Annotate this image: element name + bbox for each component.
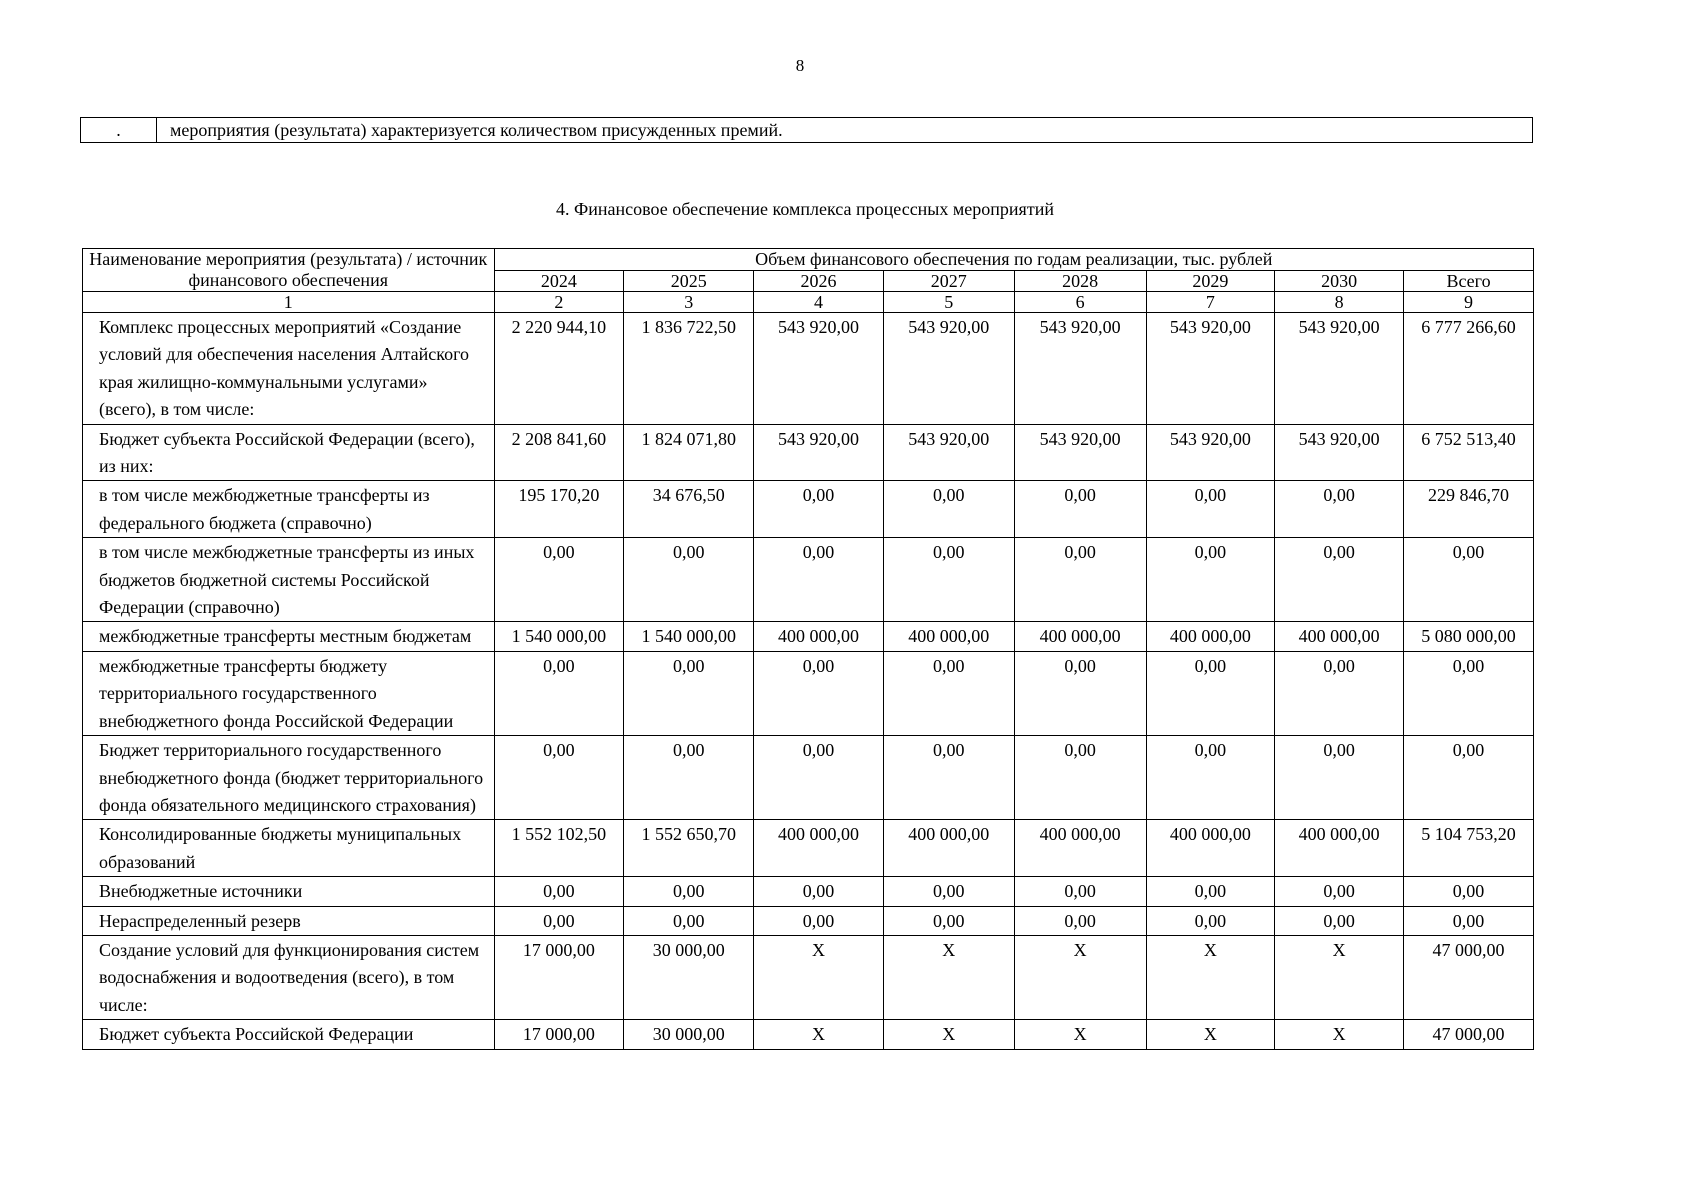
year-cell: 2024 — [494, 270, 624, 292]
row-name-cell: Создание условий для функционирования систем водоснабжения и водоотведения (всего), в том числе: — [83, 935, 495, 1019]
row-value-cell: 0,00 — [494, 651, 624, 735]
row-value-cell: 0,00 — [883, 906, 1014, 935]
row-value-cell: X — [1146, 935, 1275, 1019]
row-value-cell: X — [1275, 935, 1404, 1019]
column-number-cell: 7 — [1146, 292, 1275, 313]
section-title: 4. Финансовое обеспечение комплекса процессных мероприятий — [556, 199, 1054, 219]
row-total-cell: 0,00 — [1404, 736, 1534, 820]
row-value-cell: 400 000,00 — [883, 820, 1014, 877]
row-value-cell: 0,00 — [754, 906, 884, 935]
row-total-cell: 229 846,70 — [1404, 481, 1534, 538]
year-cell: 2026 — [754, 270, 884, 292]
row-value-cell: 0,00 — [1146, 481, 1275, 538]
row-total-cell: 0,00 — [1404, 651, 1534, 735]
table-row — [83, 820, 1534, 877]
row-value-cell: 0,00 — [494, 538, 624, 622]
row-value-cell: 1 552 102,50 — [494, 820, 624, 877]
row-value-cell: 0,00 — [754, 877, 884, 906]
row-name-cell: Внебюджетные источники — [83, 877, 495, 906]
column-number-cell: 9 — [1404, 292, 1534, 313]
row-value-cell: 400 000,00 — [754, 622, 884, 651]
row-name-cell: Нераспределенный резерв — [83, 906, 495, 935]
year-cell: 2029 — [1146, 270, 1275, 292]
row-total-cell: 5 080 000,00 — [1404, 622, 1534, 651]
row-name-cell: Комплекс процессных мероприятий «Создание условий для обеспечения населения Алтайского края жилищно-коммунальными услугами» (всего), в том числе: — [83, 313, 495, 425]
year-cell: 2027 — [883, 270, 1014, 292]
row-value-cell: 543 920,00 — [754, 424, 884, 481]
row-value-cell: 1 540 000,00 — [624, 622, 754, 651]
row-value-cell: 543 920,00 — [1275, 313, 1404, 425]
year-cell: 2025 — [624, 270, 754, 292]
row-value-cell: 400 000,00 — [754, 820, 884, 877]
row-value-cell: 0,00 — [1146, 736, 1275, 820]
row-value-cell: 400 000,00 — [1146, 820, 1275, 877]
row-value-cell: 0,00 — [1146, 538, 1275, 622]
row-total-cell: 5 104 753,20 — [1404, 820, 1534, 877]
financial-table — [82, 248, 1534, 1050]
row-value-cell: X — [883, 1020, 1014, 1049]
table-row — [83, 877, 1534, 906]
row-value-cell: 0,00 — [883, 736, 1014, 820]
row-value-cell: 400 000,00 — [883, 622, 1014, 651]
table-row — [83, 1020, 1534, 1049]
row-value-cell: X — [1275, 1020, 1404, 1049]
continued-row-cell-2: мероприятия (результата) характеризуется количеством присужденных премий. — [170, 120, 783, 140]
page-number: 8 — [795, 56, 805, 75]
table-row — [83, 906, 1534, 935]
row-value-cell: 0,00 — [1014, 906, 1146, 935]
row-value-cell: 0,00 — [1275, 736, 1404, 820]
row-value-cell: 0,00 — [494, 877, 624, 906]
table-row — [83, 651, 1534, 735]
row-value-cell: 1 836 722,50 — [624, 313, 754, 425]
header-row — [83, 249, 1534, 271]
year-cell: 2030 — [1275, 270, 1404, 292]
continued-table-row — [80, 117, 1533, 143]
row-value-cell: 0,00 — [754, 736, 884, 820]
row-name-cell: в том числе межбюджетные трансферты из иных бюджетов бюджетной системы Российской Федерации (справочно) — [83, 538, 495, 622]
row-total-cell: 47 000,00 — [1404, 1020, 1534, 1049]
row-value-cell: 1 552 650,70 — [624, 820, 754, 877]
row-value-cell: 0,00 — [1014, 736, 1146, 820]
row-value-cell: 0,00 — [754, 538, 884, 622]
row-value-cell: 400 000,00 — [1275, 820, 1404, 877]
row-name-cell: межбюджетные трансферты бюджету территориального государственного внебюджетного фонда Российской Федерации — [83, 651, 495, 735]
header-volume-cell: Объем финансового обеспечения по годам реализации, тыс. рублей — [494, 249, 1533, 271]
row-total-cell: 0,00 — [1404, 877, 1534, 906]
row-value-cell: 34 676,50 — [624, 481, 754, 538]
row-value-cell: 0,00 — [1275, 877, 1404, 906]
column-number-cell: 3 — [624, 292, 754, 313]
row-value-cell: 0,00 — [1146, 877, 1275, 906]
row-total-cell: 47 000,00 — [1404, 935, 1534, 1019]
row-value-cell: 0,00 — [494, 736, 624, 820]
column-number-cell: 8 — [1275, 292, 1404, 313]
row-name-cell: Бюджет субъекта Российской Федерации — [83, 1020, 495, 1049]
table-row — [83, 935, 1534, 1019]
total-header-cell: Всего — [1404, 270, 1534, 292]
row-value-cell: 2 208 841,60 — [494, 424, 624, 481]
row-value-cell: X — [1146, 1020, 1275, 1049]
column-number-cell: 6 — [1014, 292, 1146, 313]
row-value-cell: 543 920,00 — [754, 313, 884, 425]
row-name-cell: в том числе межбюджетные трансферты из федерального бюджета (справочно) — [83, 481, 495, 538]
row-value-cell: 0,00 — [624, 538, 754, 622]
row-value-cell: 0,00 — [1146, 651, 1275, 735]
row-name-cell: Консолидированные бюджеты муниципальных образований — [83, 820, 495, 877]
row-value-cell: 400 000,00 — [1146, 622, 1275, 651]
row-value-cell: 543 920,00 — [1014, 313, 1146, 425]
column-number-cell: 2 — [494, 292, 624, 313]
row-value-cell: 400 000,00 — [1014, 622, 1146, 651]
row-value-cell: 543 920,00 — [883, 424, 1014, 481]
row-value-cell: 0,00 — [624, 877, 754, 906]
row-value-cell: 543 920,00 — [1146, 424, 1275, 481]
row-value-cell: 0,00 — [494, 906, 624, 935]
row-name-cell: Бюджет субъекта Российской Федерации (всего), из них: — [83, 424, 495, 481]
row-value-cell: 0,00 — [1014, 481, 1146, 538]
year-cell: 2028 — [1014, 270, 1146, 292]
row-value-cell: 17 000,00 — [494, 935, 624, 1019]
row-value-cell: X — [1014, 1020, 1146, 1049]
row-value-cell: 0,00 — [1275, 481, 1404, 538]
row-value-cell: 0,00 — [883, 877, 1014, 906]
row-value-cell: 0,00 — [1275, 651, 1404, 735]
row-value-cell: X — [754, 935, 884, 1019]
header-name-cell: Наименование мероприятия (результата) / источник финансового обеспечения — [83, 249, 495, 292]
row-value-cell: 0,00 — [754, 651, 884, 735]
row-total-cell: 6 752 513,40 — [1404, 424, 1534, 481]
row-value-cell: 543 920,00 — [1275, 424, 1404, 481]
row-value-cell: 0,00 — [883, 481, 1014, 538]
row-value-cell: 30 000,00 — [624, 1020, 754, 1049]
row-value-cell: 0,00 — [1014, 877, 1146, 906]
row-value-cell: X — [1014, 935, 1146, 1019]
table-row — [83, 424, 1534, 481]
row-value-cell: 543 920,00 — [1146, 313, 1275, 425]
row-value-cell: 0,00 — [1014, 538, 1146, 622]
row-value-cell: 30 000,00 — [624, 935, 754, 1019]
row-value-cell: 543 920,00 — [1014, 424, 1146, 481]
row-value-cell: 195 170,20 — [494, 481, 624, 538]
column-numbers-row — [83, 292, 1534, 313]
row-value-cell: 0,00 — [883, 538, 1014, 622]
row-total-cell: 0,00 — [1404, 538, 1534, 622]
row-value-cell: 1 824 071,80 — [624, 424, 754, 481]
row-value-cell: 0,00 — [624, 651, 754, 735]
row-value-cell: 543 920,00 — [883, 313, 1014, 425]
table-row — [83, 622, 1534, 651]
column-number-cell: 1 — [83, 292, 495, 313]
row-value-cell: 0,00 — [1146, 906, 1275, 935]
row-value-cell: 0,00 — [624, 906, 754, 935]
row-value-cell: X — [883, 935, 1014, 1019]
row-value-cell: 400 000,00 — [1014, 820, 1146, 877]
table-row — [83, 538, 1534, 622]
row-value-cell: 1 540 000,00 — [494, 622, 624, 651]
row-value-cell: 0,00 — [883, 651, 1014, 735]
row-value-cell: 2 220 944,10 — [494, 313, 624, 425]
row-value-cell: 0,00 — [754, 481, 884, 538]
table-row — [83, 736, 1534, 820]
row-name-cell: межбюджетные трансферты местным бюджетам — [83, 622, 495, 651]
column-number-cell: 4 — [754, 292, 884, 313]
row-value-cell: 0,00 — [1275, 906, 1404, 935]
row-value-cell: 0,00 — [1014, 651, 1146, 735]
row-total-cell: 6 777 266,60 — [1404, 313, 1534, 425]
row-name-cell: Бюджет территориального государственного внебюджетного фонда (бюджет территориального фонда обязательного медицинского страхования) — [83, 736, 495, 820]
table-row — [83, 313, 1534, 425]
row-value-cell: 0,00 — [1275, 538, 1404, 622]
row-value-cell: 400 000,00 — [1275, 622, 1404, 651]
column-number-cell: 5 — [883, 292, 1014, 313]
row-value-cell: 0,00 — [624, 736, 754, 820]
row-total-cell: 0,00 — [1404, 906, 1534, 935]
row-value-cell: 17 000,00 — [494, 1020, 624, 1049]
table-row — [83, 481, 1534, 538]
continued-row-cell-1: . — [81, 118, 157, 142]
row-value-cell: X — [754, 1020, 884, 1049]
